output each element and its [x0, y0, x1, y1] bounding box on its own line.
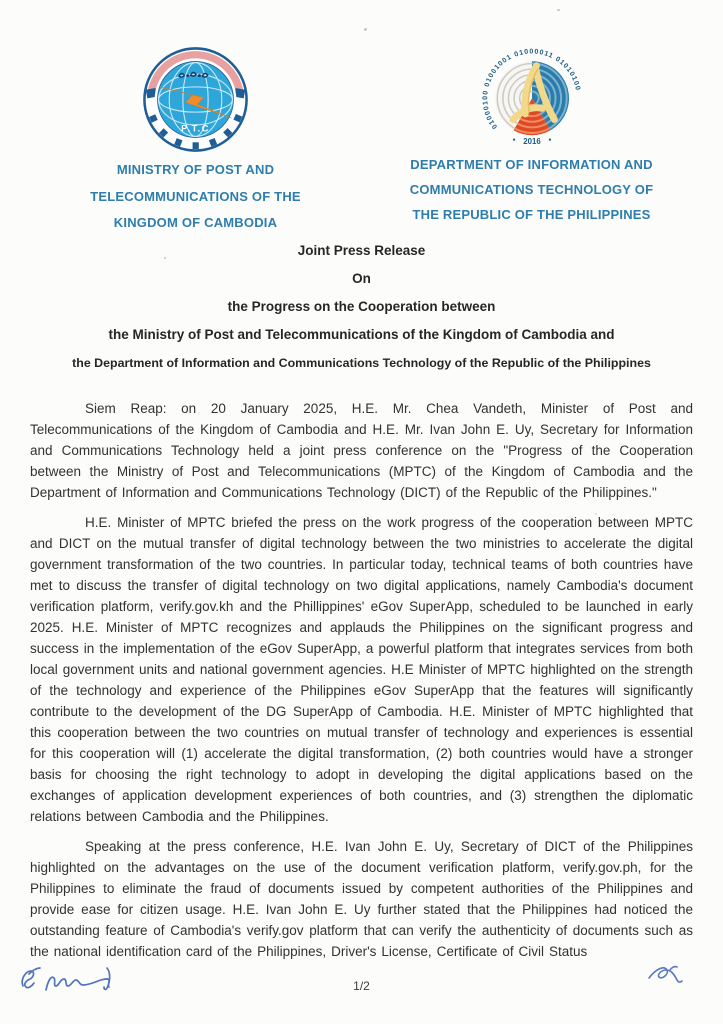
org-line: MINISTRY OF POST AND [116, 162, 275, 177]
scan-speck [364, 28, 367, 31]
scan-speck [164, 257, 166, 259]
title-line: the Progress on the Cooperation between [227, 299, 496, 314]
title-line: the Ministry of Post and Telecommunications of the Kingdom of Cambodia and [108, 327, 615, 342]
document-title [29, 243, 694, 383]
scan-speck [557, 9, 560, 11]
seal-ptc-label: P.T.C [181, 123, 210, 134]
press-release-body [30, 398, 693, 971]
org-line: COMMUNICATIONS TECHNOLOGY OF [409, 182, 654, 197]
mptc-seal-icon [142, 46, 249, 153]
dict-binary-ring: 01000100 01001001 01000011 01010100 [481, 48, 581, 130]
org-block-dict [368, 40, 695, 227]
title-line: Joint Press Release [297, 243, 426, 258]
dict-year-label: 2016 [522, 137, 541, 147]
org-line: THE REPUBLIC OF THE PHILIPPINES [412, 207, 651, 222]
org-line: TELECOMMUNICATIONS OF THE [90, 188, 301, 204]
handwritten-initials-left [16, 952, 131, 1000]
org-block-mptc [28, 46, 363, 237]
paragraph-mptc-remarks: H.E. Minister of MPTC briefed the press on the work progress of the cooperation between MPTC and DICT on the mutual transfer of digital technology between the two ministries to accelerate the digital government transformation of the two countries. In particular today, technical teams of both countries have met to discuss the transfer of digital technology on two digital applications, namely Cambodia's document verification platform, verify.gov.kh and the Phillippines' eGov SuperApp, scheduled to be launched in early 2025. H.E. Minister of MPTC recognizes and applauds the Philippines on the significant progress and success in the implementation of the eGov SuperApp, a powerful platform that integrates services from both local government units and national government agencies. H.E Minister of MPTC highlighted on the strength of the technology and experience of the Philippines eGov SuperApp that the features will significantly contribute to the development of the DG SuperApp of Cambodia. H.E. Minister of MPTC highlighted that this cooperation between the two countries on mutual transfer of technology and experiences is essential for this cooperation will (1) accelerate the digital transformation, (2) both countries would have a stronger basis for choosing the right technology to adopt in developing the digital applications based on the exchanges of application development experiences of both countries, and (3) strengthen the diplomatic relations between Cambodia and the Philippines. [30, 515, 693, 824]
scan-speck [595, 513, 597, 515]
org-name-mptc [28, 157, 363, 237]
title-line: the Department of Information and Communications Technology of the Republic of the Philippines [72, 356, 651, 370]
org-line: DEPARTMENT OF INFORMATION AND [410, 157, 653, 172]
handwritten-initials-right [645, 958, 693, 994]
dict-seal-icon [476, 40, 588, 152]
org-line: KINGDOM OF CAMBODIA [113, 215, 278, 230]
page-number: 1/2 [353, 979, 370, 993]
title-line: On [352, 271, 371, 286]
paragraph-dict-remarks: Speaking at the press conference, H.E. Ivan John E. Uy, Secretary of DICT of the Philippines highlighted on the advantages on the use of the document verification platform, verify.gov.ph, for the Philippines to eliminate the fraud of documents issued by competent authorities of the Philippines and provide ease for citizen usage. H.E. Ivan John E. Uy further stated that the Philippines had noticed the outstanding feature of Cambodia's verify.gov platform that can verify the authenticity of documents such as the national identification card of the Philippines, Driver's License, Certificate of Civil Status [30, 839, 693, 959]
org-name-dict [368, 152, 695, 227]
paragraph-dateline: Siem Reap: on 20 January 2025, H.E. Mr. Chea Vandeth, Minister of Post and Telecommunications of the Kingdom of Cambodia and H.E. Mr. Ivan John E. Uy, Secretary for Information and Communications Technology held a joint press conference on the "Progress of the Cooperation between the Ministry of Post and Telecommunications (MPTC) of the Kingdom of Cambodia and the Department of Information and Communications Technology (DICT) of the Republic of the Philippines." [30, 401, 693, 500]
